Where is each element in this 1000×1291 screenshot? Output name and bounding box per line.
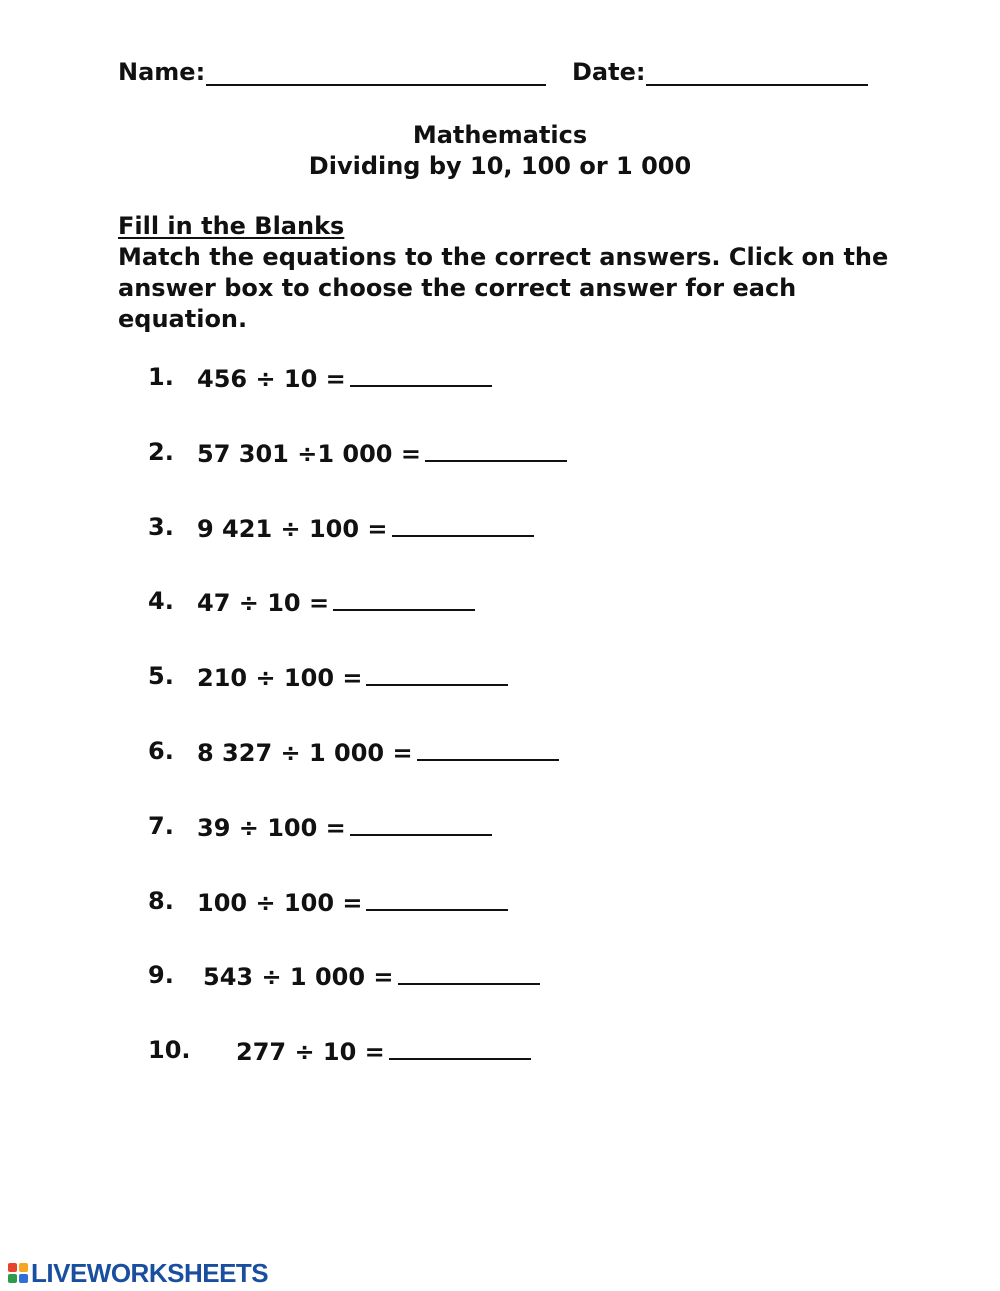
question-item [148,961,848,1036]
logo-text: LIVEWORKSHEETS [31,1257,269,1288]
question-number: 10. [148,1036,191,1065]
question-item [148,363,848,438]
question-equation: 543 ÷ 1 000 = [203,961,540,991]
date-label: Date: [572,58,646,86]
name-label: Name: [118,58,206,86]
instructions [118,211,908,335]
question-item [148,662,848,737]
question-equation: 39 ÷ 100 = [197,812,492,842]
question-equation: 277 ÷ 10 = [236,1036,531,1066]
date-field[interactable] [646,84,868,86]
answer-blank[interactable] [417,737,559,761]
question-item [148,587,848,662]
question-number: 9. [148,961,174,990]
question-equation: 210 ÷ 100 = [197,662,508,692]
question-number: 7. [148,811,174,840]
question-number: 5. [148,662,174,691]
question-number: 3. [148,512,174,541]
question-number: 8. [148,886,174,915]
answer-blank[interactable] [350,812,492,836]
answer-blank[interactable] [389,1036,531,1060]
question-equation: 47 ÷ 10 = [197,587,475,617]
header-row [118,58,878,92]
question-item [148,812,848,887]
question-item [148,438,848,513]
title-block [0,120,1000,182]
question-equation: 9 421 ÷ 100 = [197,513,534,543]
answer-blank[interactable] [392,513,534,537]
answer-blank[interactable] [398,961,540,985]
question-item [148,887,848,962]
topic-title: Dividing by 10, 100 or 1 000 [308,152,692,180]
logo-square-red [8,1263,17,1272]
logo-square-orange [19,1263,28,1272]
instructions-text: Match the equations to the correct answers. Click on the answer box to choose the correct answer for each equation. [118,243,889,333]
answer-blank[interactable] [425,438,567,462]
logo-square-green [8,1274,17,1283]
question-item [148,1036,848,1111]
footer-logo [8,1258,268,1288]
question-number: 4. [148,587,174,616]
question-list [148,363,848,1111]
question-equation: 100 ÷ 100 = [197,887,508,917]
question-number: 2. [148,437,174,466]
name-field[interactable] [206,84,546,86]
question-equation: 57 301 ÷1 000 = [197,438,567,468]
question-number: 1. [148,363,174,391]
subject-title: Mathematics [412,121,588,149]
section-heading: Fill in the Blanks [118,212,345,240]
question-equation: 8 327 ÷ 1 000 = [197,737,559,767]
liveworksheets-logo-icon [8,1263,28,1283]
logo-square-blue [19,1274,28,1283]
question-item [148,513,848,588]
answer-blank[interactable] [350,363,492,387]
answer-blank[interactable] [366,887,508,911]
question-item [148,737,848,812]
answer-blank[interactable] [366,662,508,686]
question-equation: 456 ÷ 10 = [197,363,492,393]
question-number: 6. [148,736,174,765]
answer-blank[interactable] [333,587,475,611]
